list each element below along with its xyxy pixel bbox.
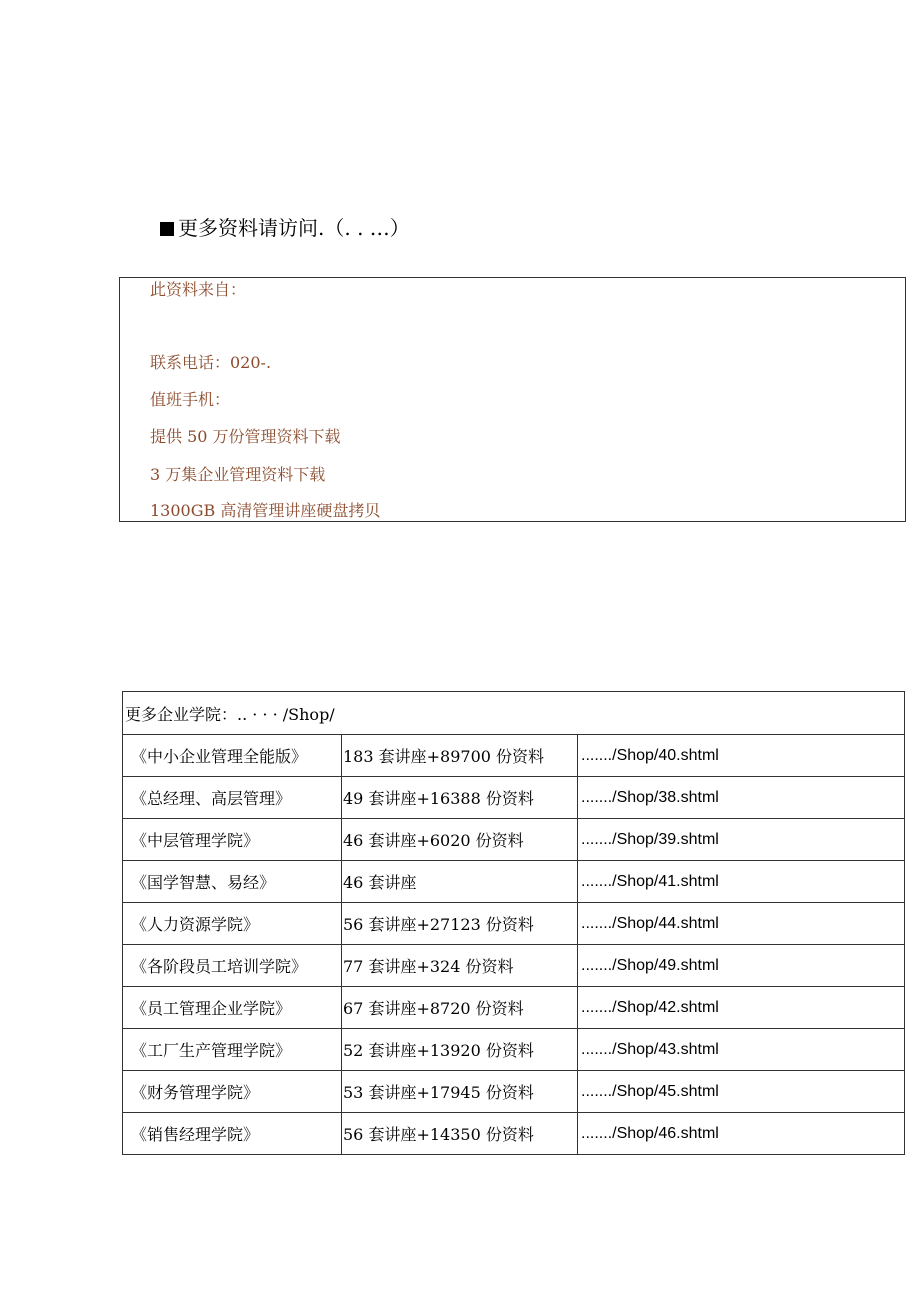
page-heading — [160, 214, 410, 242]
academy-link[interactable]: ......./Shop/46.shtml — [578, 1113, 905, 1155]
table-row — [123, 903, 905, 945]
table-row — [123, 777, 905, 819]
academy-link[interactable]: ......./Shop/43.shtml — [578, 1029, 905, 1071]
academy-link[interactable]: ......./Shop/42.shtml — [578, 987, 905, 1029]
info-box — [119, 277, 906, 522]
mobile-line: 值班手机： — [150, 390, 231, 409]
table-header-row — [123, 692, 905, 735]
heading-text: 更多资料请访问.（. . …） — [178, 216, 410, 240]
academy-name: 《中小企业管理全能版》 — [123, 735, 342, 777]
table-row — [123, 1113, 905, 1155]
table-row — [123, 987, 905, 1029]
table-row — [123, 861, 905, 903]
academy-content: 49 套讲座+16388 份资料 — [342, 777, 578, 819]
academy-content: 56 套讲座+14350 份资料 — [342, 1113, 578, 1155]
academy-name: 《销售经理学院》 — [123, 1113, 342, 1155]
table-row — [123, 1029, 905, 1071]
phone-line: 联系电话：020-. — [150, 353, 272, 372]
academy-content: 46 套讲座+6020 份资料 — [342, 819, 578, 861]
academy-name: 《工厂生产管理学院》 — [123, 1029, 342, 1071]
table-row — [123, 1071, 905, 1113]
source-line: 此资料来自： — [150, 280, 247, 299]
academy-content: 67 套讲座+8720 份资料 — [342, 987, 578, 1029]
table-row — [123, 735, 905, 777]
academy-content: 46 套讲座 — [342, 861, 578, 903]
academy-link[interactable]: ......./Shop/38.shtml — [578, 777, 905, 819]
academy-content: 56 套讲座+27123 份资料 — [342, 903, 578, 945]
academy-content: 53 套讲座+17945 份资料 — [342, 1071, 578, 1113]
offer-line-2: 3 万集企业管理资料下载 — [150, 465, 326, 484]
academy-link[interactable]: ......./Shop/41.shtml — [578, 861, 905, 903]
table-row — [123, 945, 905, 987]
academy-name: 《员工管理企业学院》 — [123, 987, 342, 1029]
offer-line-3: 1300GB 高清管理讲座硬盘拷贝 — [150, 501, 381, 520]
table-header: 更多企业学院：.. · · · /Shop/ — [123, 692, 905, 735]
academy-name: 《国学智慧、易经》 — [123, 861, 342, 903]
academy-content: 52 套讲座+13920 份资料 — [342, 1029, 578, 1071]
academy-content: 77 套讲座+324 份资料 — [342, 945, 578, 987]
academy-name: 《人力资源学院》 — [123, 903, 342, 945]
academy-link[interactable]: ......./Shop/49.shtml — [578, 945, 905, 987]
offer-line-1: 提供 50 万份管理资料下载 — [150, 427, 341, 446]
academy-link[interactable]: ......./Shop/45.shtml — [578, 1071, 905, 1113]
academy-name: 《各阶段员工培训学院》 — [123, 945, 342, 987]
academy-link[interactable]: ......./Shop/39.shtml — [578, 819, 905, 861]
academy-link[interactable]: ......./Shop/44.shtml — [578, 903, 905, 945]
academy-name: 《财务管理学院》 — [123, 1071, 342, 1113]
academy-link[interactable]: ......./Shop/40.shtml — [578, 735, 905, 777]
table-row — [123, 819, 905, 861]
square-bullet-icon — [160, 222, 174, 236]
academy-name: 《中层管理学院》 — [123, 819, 342, 861]
academy-content: 183 套讲座+89700 份资料 — [342, 735, 578, 777]
academy-name: 《总经理、高层管理》 — [123, 777, 342, 819]
academy-table — [122, 691, 905, 1155]
